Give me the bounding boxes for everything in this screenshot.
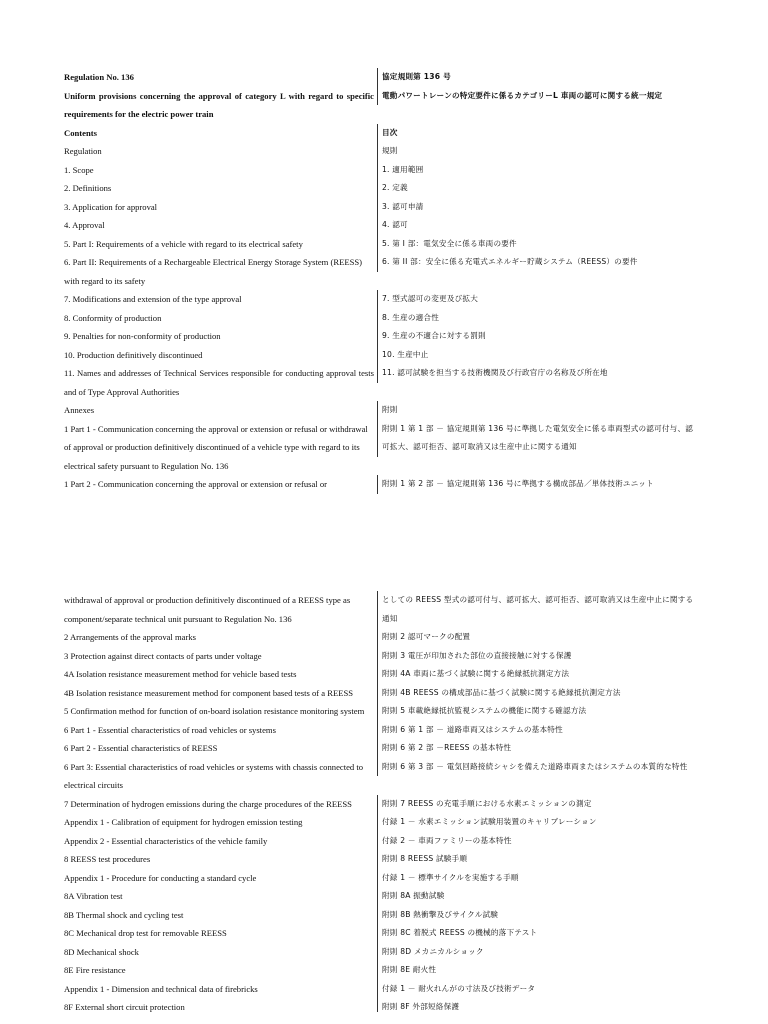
table-row	[64, 869, 696, 888]
japanese-text: 附則 8F 外部短絡保護	[377, 998, 696, 1012]
table-row	[64, 721, 696, 740]
english-text: 5. Part I: Requirements of a vehicle with regard to its electrical safety	[64, 238, 303, 249]
japanese-text: 付録 1 － 水素エミッション試験用装置のキャリブレーション	[377, 813, 696, 832]
english-text: 7 Determination of hydrogen emissions during the charge procedures of the REESS	[64, 798, 352, 809]
japanese-text: 附則 5 車載絶縁抵抗監視システムの機能に関する確認方法	[377, 702, 696, 721]
japanese-text: 8. 生産の適合性	[377, 309, 696, 328]
english-text: 6 Part 2 - Essential characteristics of REESS	[64, 743, 218, 753]
english-text: 3 Protection against direct contacts of parts under voltage	[64, 650, 262, 661]
japanese-text: 11. 認可試験を担当する技術機関及び行政官庁の名称及び所在地	[377, 364, 696, 383]
table-row	[64, 68, 696, 87]
english-text: 10. Production definitively discontinued	[64, 349, 203, 360]
japanese-text: 附則 4B REESS の構成部品に基づく試験に関する絶縁抵抗測定方法	[377, 684, 696, 703]
english-text: Annexes	[64, 405, 95, 415]
english-text: 8A Vibration test	[64, 891, 123, 901]
table-row	[64, 702, 696, 721]
english-text: Regulation	[64, 146, 102, 156]
english-text: 1 Part 2 - Communication concerning the approval or extension or refusal or	[64, 479, 327, 489]
table-row	[64, 943, 696, 962]
japanese-text: 附則 6 第 2 部 －REESS の基本特性	[377, 739, 696, 758]
japanese-text: 附則 8D メカニカルショック	[377, 943, 696, 962]
table-row	[64, 906, 696, 925]
table-row	[64, 924, 696, 943]
japanese-text: 附則 6 第 3 部 － 電気回路接続シャシを備えた道路車両またはシステムの本質的な特性	[377, 758, 696, 777]
english-text: 6. Part II: Requirements of a Rechargeable Electrical Energy Storage System (REESS) with regard to its safety	[64, 257, 362, 286]
japanese-text: 電動パワートレーンの特定要件に係るカテゴリーL 車両の認可に関する統一規定	[377, 87, 696, 106]
english-text: Uniform provisions concerning the approval of category L with regard to specific requirements for the electric power train	[64, 90, 374, 119]
english-text: 7. Modifications and extension of the type approval	[64, 294, 242, 304]
table-row	[64, 684, 696, 703]
english-text: Appendix 1 - Calibration of equipment for hydrogen emission testing	[64, 817, 303, 827]
table-row	[64, 758, 696, 795]
english-text: 11. Names and addresses of Technical Services responsible for conducting approval tests and of Type Approval Authorities	[64, 368, 374, 397]
english-text: 9. Penalties for non-conformity of production	[64, 331, 221, 341]
japanese-text: 附則 8C 着脱式 REESS の機械的落下テスト	[377, 924, 696, 943]
japanese-text: 附則 2 認可マークの配置	[377, 628, 696, 647]
english-text: Appendix 2 - Essential characteristics of the vehicle family	[64, 835, 268, 846]
table-row	[64, 739, 696, 758]
table-row	[64, 591, 696, 628]
table-row	[64, 420, 696, 476]
japanese-text: 附則 4A 車両に基づく試験に関する絶縁抵抗測定方法	[377, 665, 696, 684]
japanese-text: 附則 8E 耐火性	[377, 961, 696, 980]
table-row	[64, 364, 696, 401]
english-text: Appendix 1 - Procedure for conducting a standard cycle	[64, 872, 257, 883]
table-row	[64, 309, 696, 328]
english-text: 6 Part 3: Essential characteristics of road vehicles or systems with chassis connected to electrical circuits	[64, 761, 364, 790]
english-text: 4. Approval	[64, 220, 105, 230]
japanese-text: 5. 第 I 部：電気安全に係る車両の要件	[377, 235, 696, 254]
english-text: 2. Definitions	[64, 183, 112, 193]
table-row	[64, 961, 696, 980]
table-row	[64, 832, 696, 851]
table-row	[64, 980, 696, 999]
table-row	[64, 401, 696, 420]
table-row	[64, 161, 696, 180]
table-row	[64, 665, 696, 684]
japanese-text: 協定規則第 136 号	[377, 68, 696, 87]
japanese-text: 附則 1 第 1 部 － 協定規則第 136 号に準拠した電気安全に係る車両型式の認可付与、認可拡大、認可拒否、認可取消又は生産中止に関する通知	[377, 420, 696, 457]
japanese-text: 付録 1 － 標準サイクルを実施する手順	[377, 869, 696, 888]
table-row	[64, 142, 696, 161]
japanese-text: 附則 3 電圧が印加された部位の直接接触に対する保護	[377, 647, 696, 666]
table-row	[64, 628, 696, 647]
japanese-text: 9. 生産の不適合に対する罰則	[377, 327, 696, 346]
table-row	[64, 87, 696, 124]
japanese-text: 附則 1 第 2 部 － 協定規則第 136 号に準拠する構成部品／単体技術ユニット	[377, 475, 696, 494]
english-text: 5 Confirmation method for function of on-board isolation resistance monitoring system	[64, 706, 365, 716]
table-row	[64, 124, 696, 143]
table-row	[64, 475, 696, 494]
japanese-text: 目次	[377, 124, 696, 143]
english-text: 8C Mechanical drop test for removable REESS	[64, 928, 227, 938]
table-row	[64, 179, 696, 198]
table-row	[64, 290, 696, 309]
english-text: 3. Application for approval	[64, 201, 158, 212]
japanese-text: 10. 生産中止	[377, 346, 696, 365]
japanese-text: 4. 認可	[377, 216, 696, 235]
english-text: 8F External short circuit protection	[64, 1002, 185, 1012]
english-text: 4B Isolation resistance measurement method for component based tests of a REESS	[64, 687, 354, 698]
table-row	[64, 235, 696, 254]
japanese-text: 6. 第 II 部：安全に係る充電式エネルギー貯蔵システム（REESS）の要件	[377, 253, 696, 272]
english-text: 1 Part 1 - Communication concerning the approval or extension or refusal or withdrawal of approval or production definitively discontinued of a vehicle type with regard to its electrical safety pursuant to Regulation No. 136	[64, 423, 368, 471]
japanese-text: 1. 適用範囲	[377, 161, 696, 180]
english-text: 4A Isolation resistance measurement method for vehicle based tests	[64, 669, 297, 679]
contents-table-lower	[64, 591, 696, 1012]
english-text: 6 Part 1 - Essential characteristics of road vehicles or systems	[64, 724, 276, 735]
table-row	[64, 850, 696, 869]
japanese-text: 附則 6 第 1 部 － 道路車両又はシステムの基本特性	[377, 721, 696, 740]
table-row	[64, 327, 696, 346]
contents-table-upper	[64, 68, 696, 494]
japanese-text: 附則 8 REESS 試験手順	[377, 850, 696, 869]
table-row	[64, 253, 696, 290]
english-text: 8D Mechanical shock	[64, 946, 139, 957]
japanese-text: 3. 認可申請	[377, 198, 696, 217]
japanese-text: 2. 定義	[377, 179, 696, 198]
english-text: 8E Fire resistance	[64, 965, 126, 975]
table-row	[64, 795, 696, 814]
english-text: withdrawal of approval or production definitively discontinued of a REESS type as component/separate technical unit pursuant to Regulation No. 136	[64, 595, 351, 624]
english-text: 8. Conformity of production	[64, 312, 162, 323]
english-text: 8B Thermal shock and cycling test	[64, 909, 184, 920]
english-text: Regulation No. 136	[64, 72, 134, 82]
table-row	[64, 813, 696, 832]
japanese-text: としての REESS 型式の認可付与、認可拡大、認可拒否、認可取消又は生産中止に関する通知	[377, 591, 696, 628]
table-row	[64, 346, 696, 365]
table-row	[64, 216, 696, 235]
japanese-text: 7. 型式認可の変更及び拡大	[377, 290, 696, 309]
english-text: Appendix 1 - Dimension and technical data of firebricks	[64, 983, 258, 994]
japanese-text: 付録 2 － 車両ファミリーの基本特性	[377, 832, 696, 851]
japanese-text: 附則 8B 熱衝撃及びサイクル試験	[377, 906, 696, 925]
japanese-text: 規則	[377, 142, 696, 161]
table-row	[64, 647, 696, 666]
table-row	[64, 198, 696, 217]
japanese-text: 附則 8A 振動試験	[377, 887, 696, 906]
japanese-text: 付録 1 － 耐火れんがの寸法及び技術データ	[377, 980, 696, 999]
english-text: Contents	[64, 127, 97, 138]
english-text: 8 REESS test procedures	[64, 854, 151, 864]
japanese-text: 附則 7 REESS の充電手順における水素エミッションの測定	[377, 795, 696, 814]
japanese-text: 附則	[377, 401, 696, 420]
english-text: 2 Arrangements of the approval marks	[64, 632, 196, 642]
table-row	[64, 887, 696, 906]
english-text: 1. Scope	[64, 164, 94, 175]
table-row	[64, 998, 696, 1012]
